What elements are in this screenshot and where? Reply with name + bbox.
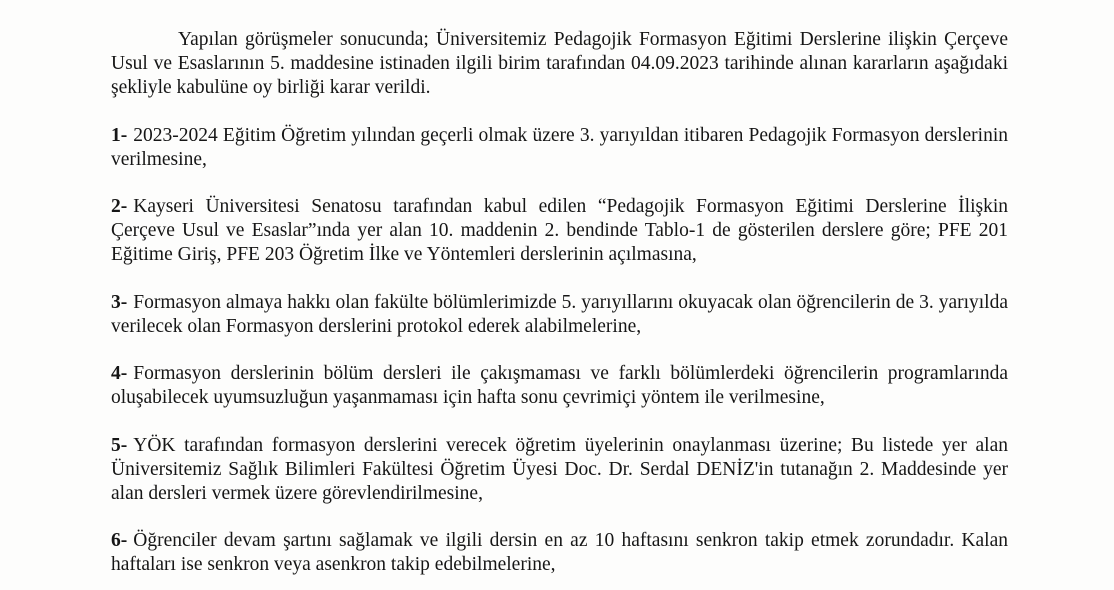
decision-item-2 (111, 195, 1008, 267)
decision-item-5 (111, 434, 1008, 506)
decision-item-6 (111, 529, 1008, 577)
item-text: 2023-2024 Eğitim Öğretim yılından geçerli olmak üzere 3. yarıyıldan itibaren Pedagojik Formasyon derslerinin verilmesine, (111, 125, 1008, 170)
item-text: Öğrenciler devam şartını sağlamak ve ilgili dersin en az 10 haftasını senkron takip etmek zorundadır. Kalan haftaları ise senkron veya asenkron takip edebilmelerine, (111, 530, 1008, 575)
item-text: Formasyon derslerinin bölüm dersleri ile çakışmaması ve farklı bölümlerdeki öğrencilerin programlarında oluşabilecek uyumsuzluğun yaşanmaması için hafta sonu çevrimiçi yöntem ile verilmesine, (111, 363, 1008, 408)
item-number: 3- (111, 292, 128, 313)
decision-item-1 (111, 124, 1008, 172)
decision-item-4 (111, 362, 1008, 410)
item-number: 6- (111, 530, 128, 551)
item-number: 2- (111, 196, 128, 217)
intro-paragraph: Yapılan görüşmeler sonucunda; Üniversitemiz Pedagojik Formasyon Eğitimi Derslerine ilişkin Çerçeve Usul ve Esaslarının 5. maddesine istinaden ilgili birim tarafından 04.09.2023 tarihinde alınan kararların aşağıdaki şekliyle kabulüne oy birliği karar verildi. (111, 29, 1008, 98)
item-text: Kayseri Üniversitesi Senatosu tarafından kabul edilen “Pedagojik Formasyon Eğitimi Derslerine İlişkin Çerçeve Usul ve Esaslar”ında yer alan 10. maddenin 2. bendinde Tablo-1 de gösterilen derslere göre; PFE 201 Eğitime Giriş, PFE 203 Öğretim İlke ve Yöntemleri derslerinin açılmasına, (111, 196, 1008, 265)
item-text: Formasyon almaya hakkı olan fakülte bölümlerimizde 5. yarıyıllarını okuyacak olan öğrencilerin de 3. yarıyılda verilecek olan Formasyon derslerini protokol ederek alabilmelerine, (111, 292, 1008, 337)
item-number: 5- (111, 435, 128, 456)
item-text: YÖK tarafından formasyon derslerini verecek öğretim üyelerinin onaylanması üzerine; Bu listede yer alan Üniversitemiz Sağlık Bilimleri Fakültesi Öğretim Üyesi Doc. Dr. Serdal DENİZ'in tutanağın 2. Maddesinde yer alan dersleri vermek üzere görevlendirilmesine, (111, 435, 1008, 504)
item-number: 1- (111, 125, 128, 146)
decision-item-3 (111, 291, 1008, 339)
item-number: 4- (111, 363, 128, 384)
